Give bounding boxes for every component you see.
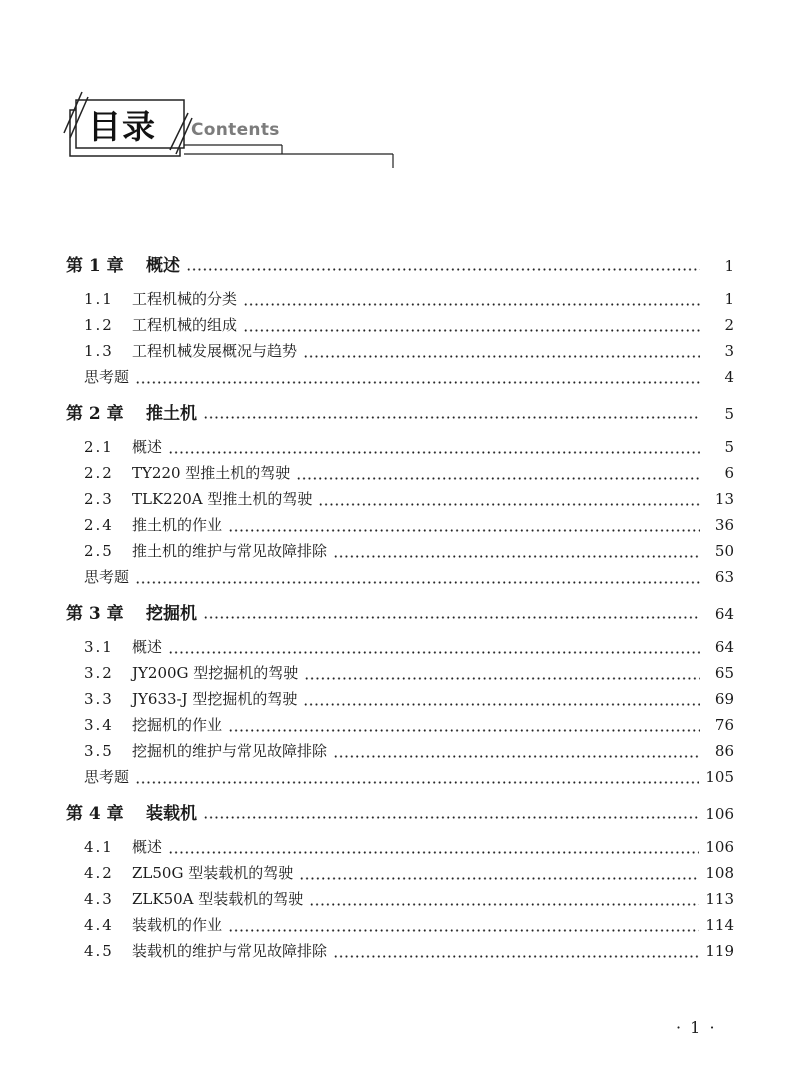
section-number: 4.3 — [84, 890, 114, 908]
section-number: 3.2 — [84, 664, 114, 682]
page-number: 86 — [714, 742, 734, 760]
section-number: 3.4 — [84, 716, 114, 734]
section-entry[interactable] — [66, 340, 734, 366]
page-number: 113 — [705, 890, 734, 908]
section-number: 1.1 — [84, 290, 114, 308]
page-number: 13 — [714, 490, 734, 508]
section-number: 2.4 — [84, 516, 114, 534]
chapter-title: 推土机 — [146, 404, 197, 424]
chapter-4 — [66, 799, 734, 966]
page-number: 106 — [705, 805, 734, 823]
dot-leader — [333, 755, 700, 758]
section-number: 2.5 — [84, 542, 114, 560]
page-number: 64 — [714, 638, 734, 656]
section-entry[interactable] — [66, 714, 734, 740]
section-entry[interactable] — [66, 888, 734, 914]
page-number: 106 — [705, 838, 734, 856]
section-title: 工程机械发展概况与趋势 — [132, 342, 298, 360]
page-number: 119 — [705, 942, 734, 960]
questions-entry[interactable] — [66, 566, 734, 592]
header-frame — [0, 0, 790, 200]
chapter-3 — [66, 599, 734, 792]
dot-leader — [168, 651, 700, 654]
dot-leader — [228, 729, 700, 732]
toc-heading: 目录 — [88, 107, 156, 146]
section-title: 概述 — [132, 438, 163, 456]
dot-leader — [296, 477, 700, 480]
section-title: TLK220A 型推土机的驾驶 — [132, 490, 313, 508]
dot-leader — [243, 303, 700, 306]
section-title: 概述 — [132, 638, 163, 656]
chapter-title: 挖掘机 — [146, 604, 197, 624]
section-entry[interactable] — [66, 740, 734, 766]
dot-leader — [135, 781, 699, 784]
section-number: 4.1 — [84, 838, 114, 856]
section-entry[interactable] — [66, 636, 734, 662]
page-number: 108 — [705, 864, 734, 882]
page-folio: · 1 · — [676, 1018, 717, 1037]
dot-leader — [228, 529, 700, 532]
page-number: 65 — [714, 664, 734, 682]
section-entry[interactable] — [66, 288, 734, 314]
chapter-title: 概述 — [146, 256, 180, 276]
section-title: 挖掘机的作业 — [132, 716, 223, 734]
section-entry[interactable] — [66, 540, 734, 566]
dot-leader — [303, 355, 700, 358]
chapter-number: 第 2 章 — [66, 404, 124, 424]
page-number: 69 — [714, 690, 734, 708]
section-title: ZL50G 型装载机的驾驶 — [132, 864, 294, 882]
section-number: 3.5 — [84, 742, 114, 760]
section-title: JY200G 型挖掘机的驾驶 — [132, 664, 299, 682]
chapter-2 — [66, 399, 734, 592]
toc-header — [0, 0, 790, 200]
dot-leader — [243, 329, 700, 332]
dot-leader — [168, 851, 699, 854]
chapter-entry[interactable] — [66, 799, 734, 829]
page-number: 6 — [724, 464, 734, 482]
dot-leader — [318, 503, 700, 506]
page-number: 5 — [724, 405, 734, 423]
dot-leader — [168, 451, 700, 454]
section-number: 1.3 — [84, 342, 114, 360]
dot-leader — [309, 903, 699, 906]
page-number: 5 — [724, 438, 734, 456]
section-title: 推土机的作业 — [132, 516, 223, 534]
section-title: 概述 — [132, 838, 163, 856]
section-entry[interactable] — [66, 836, 734, 862]
dot-leader — [333, 555, 700, 558]
section-title: 挖掘机的维护与常见故障排除 — [132, 742, 328, 760]
dot-leader — [186, 268, 700, 271]
section-entry[interactable] — [66, 462, 734, 488]
section-entry[interactable] — [66, 688, 734, 714]
questions-title: 思考题 — [84, 368, 130, 386]
section-number: 4.5 — [84, 942, 114, 960]
page-number: 1 — [724, 290, 734, 308]
dot-leader — [299, 877, 699, 880]
page-number: 1 — [724, 257, 734, 275]
section-entry[interactable] — [66, 940, 734, 966]
toc-heading-english: Contents — [191, 120, 280, 140]
section-number: 1.2 — [84, 316, 114, 334]
section-number: 2.3 — [84, 490, 114, 508]
section-entry[interactable] — [66, 862, 734, 888]
chapter-entry[interactable] — [66, 251, 734, 281]
section-number: 3.3 — [84, 690, 114, 708]
dot-leader — [333, 955, 699, 958]
page-number: 36 — [714, 516, 734, 534]
questions-title: 思考题 — [84, 768, 130, 786]
questions-entry[interactable] — [66, 766, 734, 792]
chapter-number: 第 3 章 — [66, 604, 124, 624]
page-number: 76 — [714, 716, 734, 734]
chapter-1 — [66, 251, 734, 392]
section-entry[interactable] — [66, 662, 734, 688]
section-title: 装载机的作业 — [132, 916, 223, 934]
page-number: 114 — [705, 916, 734, 934]
section-entry[interactable] — [66, 514, 734, 540]
section-entry[interactable] — [66, 436, 734, 462]
page-number: 50 — [714, 542, 734, 560]
page-number: 2 — [724, 316, 734, 334]
chapter-number: 第 4 章 — [66, 804, 124, 824]
dot-leader — [203, 816, 699, 819]
dot-leader — [203, 416, 700, 419]
section-title: JY633-J 型挖掘机的驾驶 — [132, 690, 298, 708]
section-entry[interactable] — [66, 314, 734, 340]
section-entry[interactable] — [66, 488, 734, 514]
section-number: 4.2 — [84, 864, 114, 882]
chapter-entry[interactable] — [66, 399, 734, 429]
section-title: 推土机的维护与常见故障排除 — [132, 542, 328, 560]
dot-leader — [228, 929, 699, 932]
table-of-contents — [66, 251, 734, 966]
section-number: 2.1 — [84, 438, 114, 456]
section-number: 4.4 — [84, 916, 114, 934]
section-entry[interactable] — [66, 914, 734, 940]
page-number: 105 — [705, 768, 734, 786]
chapter-number: 第 1 章 — [66, 256, 124, 276]
page-number: 64 — [714, 605, 734, 623]
dot-leader — [135, 581, 700, 584]
section-title: TY220 型推土机的驾驶 — [132, 464, 291, 482]
section-number: 2.2 — [84, 464, 114, 482]
page-number: 63 — [714, 568, 734, 586]
section-number: 3.1 — [84, 638, 114, 656]
section-title: 工程机械的分类 — [132, 290, 238, 308]
page-number: 4 — [724, 368, 734, 386]
section-title: ZLK50A 型装载机的驾驶 — [132, 890, 304, 908]
dot-leader — [303, 703, 700, 706]
chapter-title: 装载机 — [146, 804, 197, 824]
dot-leader — [203, 616, 700, 619]
questions-entry[interactable] — [66, 366, 734, 392]
section-title: 装载机的维护与常见故障排除 — [132, 942, 328, 960]
page-number: 3 — [724, 342, 734, 360]
questions-title: 思考题 — [84, 568, 130, 586]
dot-leader — [304, 677, 700, 680]
chapter-entry[interactable] — [66, 599, 734, 629]
dot-leader — [135, 381, 700, 384]
section-title: 工程机械的组成 — [132, 316, 238, 334]
